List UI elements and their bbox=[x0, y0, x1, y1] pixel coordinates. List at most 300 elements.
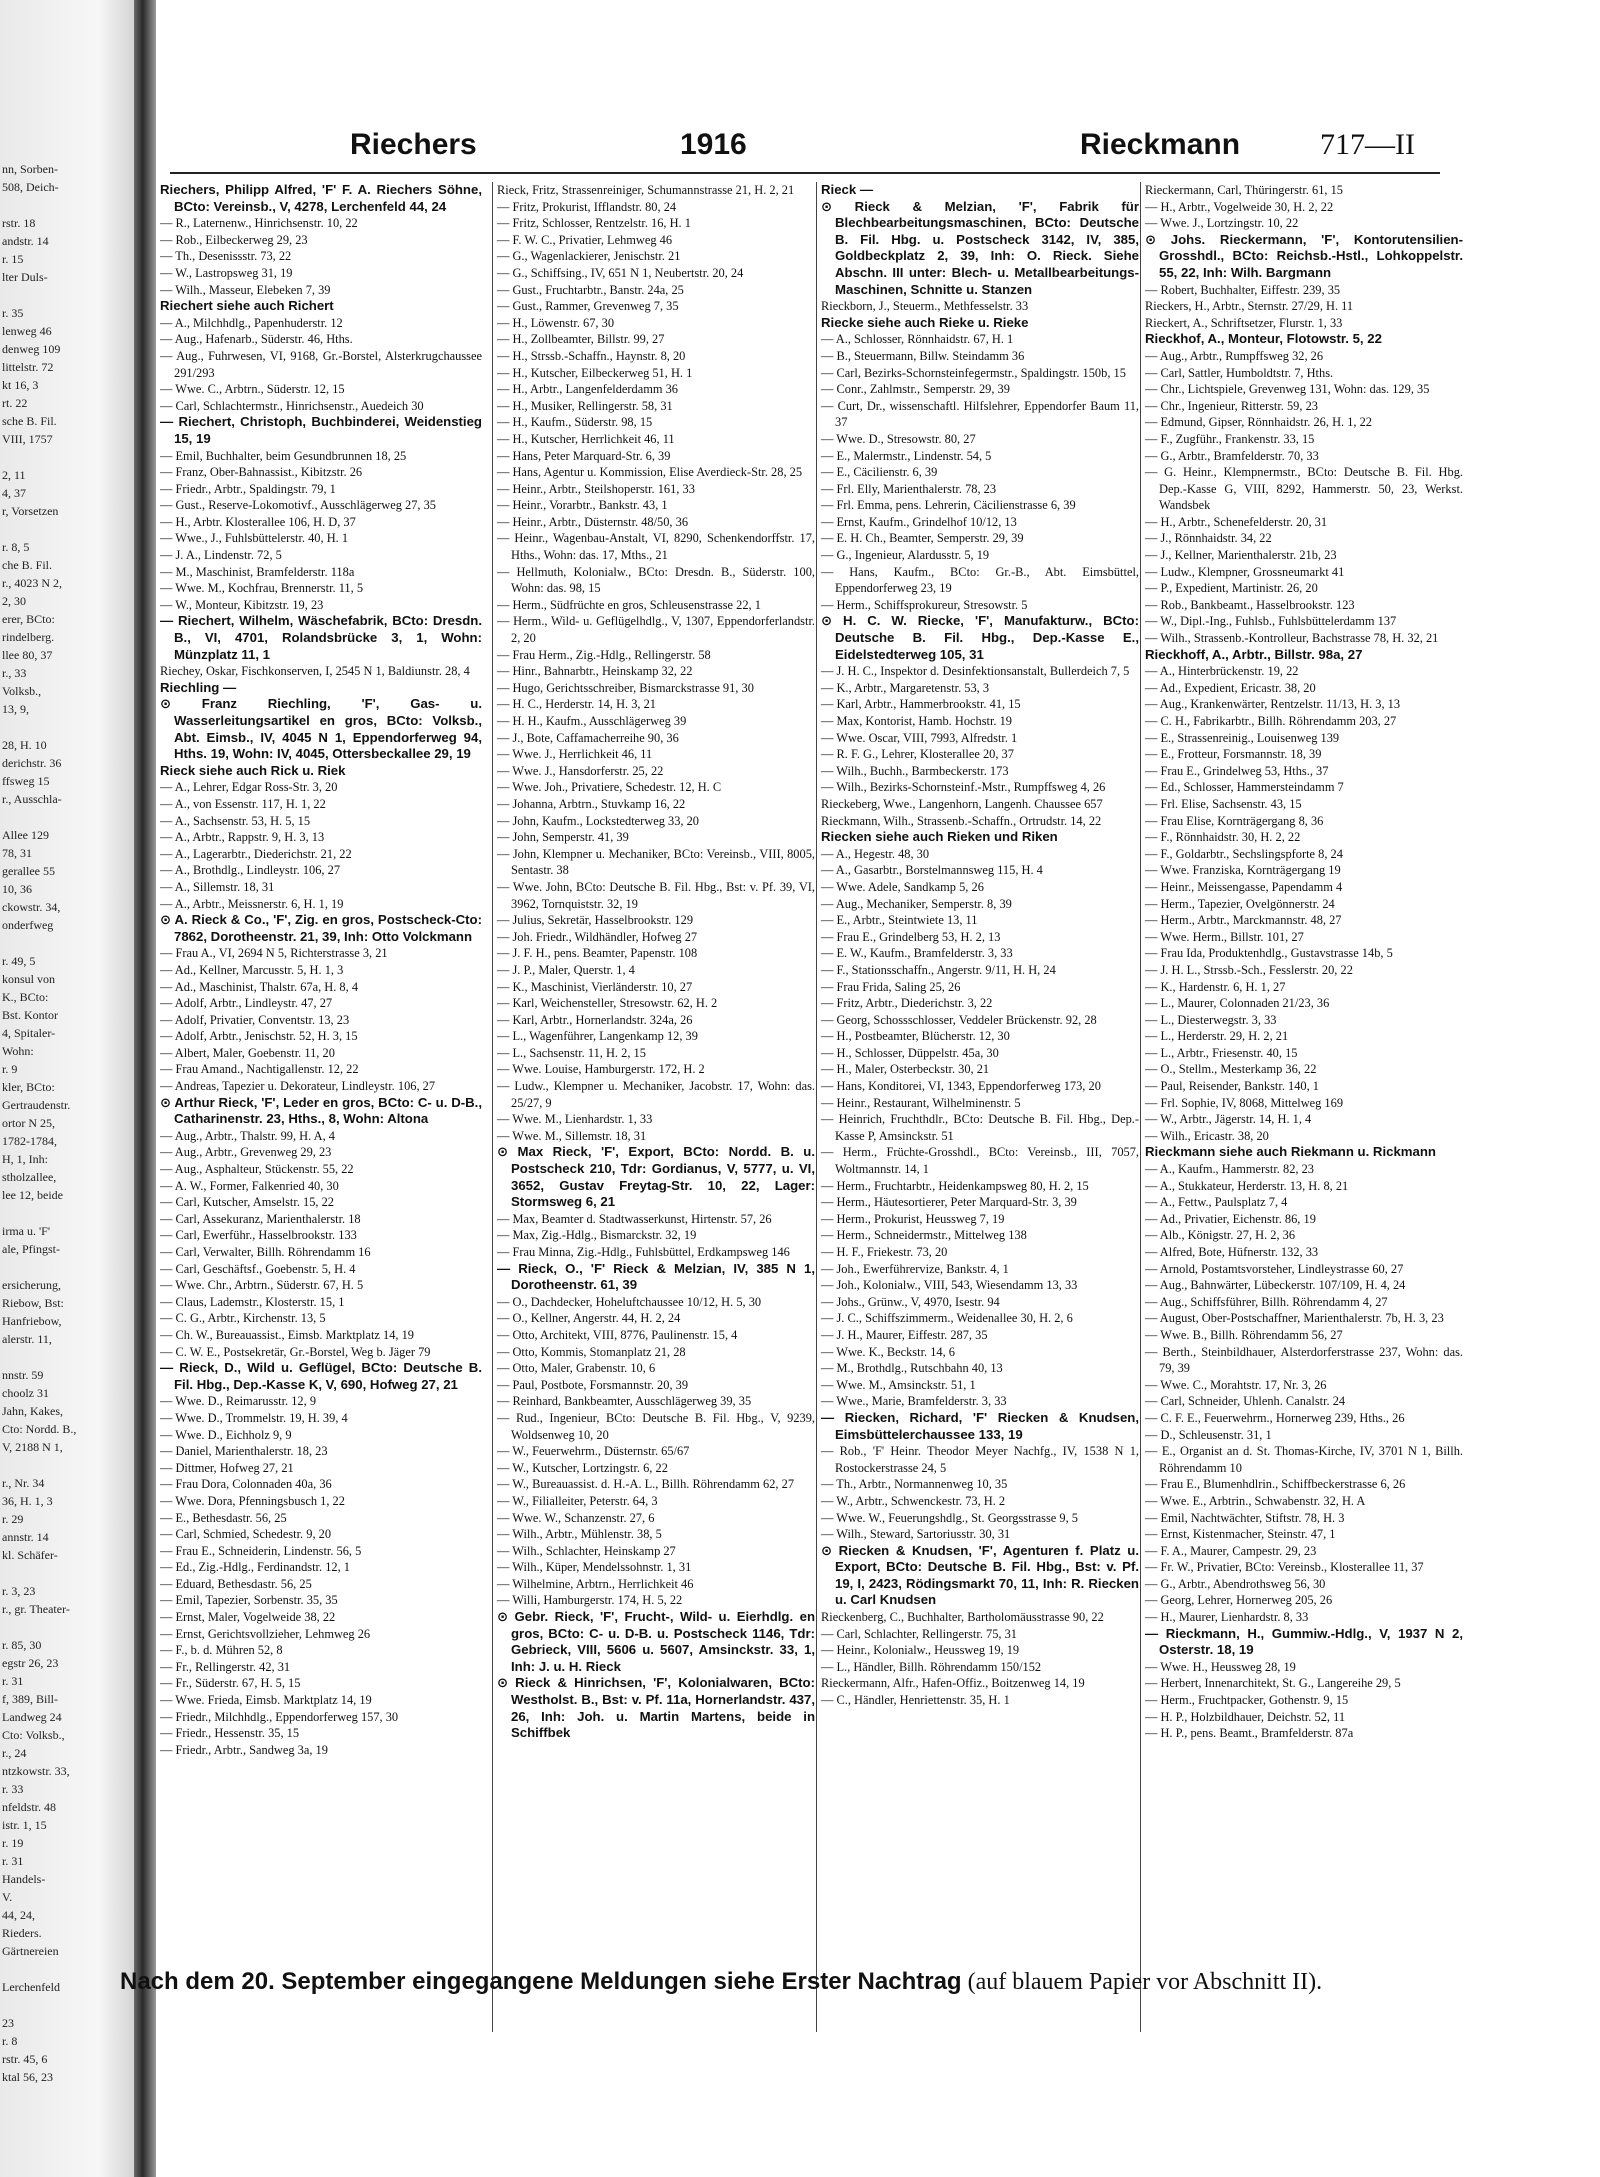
gutter-line bbox=[0, 1348, 138, 1366]
gutter-line: kl. Schäfer- bbox=[2, 1548, 58, 1562]
directory-entry: — Franz, Ober-Bahnassist., Kibitzstr. 26 bbox=[160, 465, 363, 480]
directory-entry: — Aug., Fuhrwesen, VI, 9168, Gr.-Borstel, Alsterkrugchaussee 291/293 bbox=[160, 348, 482, 380]
directory-entry: ⊙ Arthur Rieck, 'F', Leder en gros, BCto: C- u. D-B., Catharinenstr. 23, Hths., 8, Wohn: Altona bbox=[160, 1094, 482, 1127]
directory-entry: — L., Arbtr., Friesenstr. 40, 15 bbox=[1145, 1045, 1298, 1060]
directory-entry: — Frau E., Blumenhdlrin., Schiffbeckerstrasse 6, 26 bbox=[1145, 1477, 1406, 1492]
directory-entry: — Aug., Arbtr., Thalstr. 99, H. A, 4 bbox=[160, 1128, 335, 1143]
directory-entry: — Wwe. D., Reimarusstr. 12, 9 bbox=[160, 1394, 317, 1409]
directory-entry: — J., Rönnhaidstr. 34, 22 bbox=[1145, 531, 1272, 546]
directory-entry: — Wilhelmine, Arbtrn., Herrlichkeit 46 bbox=[497, 1576, 694, 1591]
directory-entry: — A., Fettw., Paulsplatz 7, 4 bbox=[1145, 1195, 1288, 1210]
directory-entry: — Wwe. M., Kochfrau, Brennerstr. 11, 5 bbox=[160, 581, 364, 596]
directory-entry: — Karl, Arbtr., Hornerlandstr. 324a, 26 bbox=[497, 1012, 693, 1027]
directory-entry: — A., Sillemstr. 18, 31 bbox=[160, 879, 275, 894]
directory-entry: — H., Strssb.-Schaffn., Haynstr. 8, 20 bbox=[497, 348, 686, 363]
directory-entry: — L., Händler, Billh. Röhrendamm 150/152 bbox=[821, 1659, 1042, 1674]
directory-entry: — Edmund, Gipser, Rönnhaidstr. 26, H. 1, 22 bbox=[1145, 415, 1372, 430]
footer-notice bbox=[120, 1968, 1323, 1996]
directory-entry: — Fr. W., Privatier, BCto: Vereinsb., Klosterallee 11, 37 bbox=[1145, 1560, 1424, 1575]
directory-entry: — K., Maschinist, Vierländerstr. 10, 27 bbox=[497, 979, 693, 994]
directory-entry: — H., Arbtr., Schenefelderstr. 20, 31 bbox=[1145, 514, 1328, 529]
directory-entry: — Wwe. J., Hansdorferstr. 25, 22 bbox=[497, 763, 664, 778]
directory-entry: — G. Heinr., Klempnermstr., BCto: Deutsche B. Fil. Hbg. Dep.-Kasse G, VIII, 8292, Hammerstr. 50, 23, Werkst. Wandsbek bbox=[1145, 465, 1463, 513]
directory-entry: — Wwe. M., Amsinckstr. 51, 1 bbox=[821, 1377, 976, 1392]
directory-entry: Riechers, Philipp Alfred, 'F' F. A. Riechers Söhne, BCto: Vereinsb., V, 4278, Lerchenfeld 44, 24 bbox=[160, 182, 482, 214]
gutter-line: Rieders. bbox=[2, 1926, 42, 1940]
directory-entry: — Wilh., Ericastr. 38, 20 bbox=[1145, 1128, 1269, 1143]
gutter-line: kt 16, 3 bbox=[2, 378, 39, 392]
gutter-line: ckowstr. 34, bbox=[2, 900, 61, 914]
directory-entry: — Herbert, Innenarchitekt, St. G., Langereihe 29, 5 bbox=[1145, 1676, 1401, 1691]
directory-entry: — Frau A., VI, 2694 N 5, Richterstrasse 3, 21 bbox=[160, 946, 388, 961]
directory-entry: — F. W. C., Privatier, Lehmweg 46 bbox=[497, 232, 673, 247]
directory-entry: — A., Brothdlg., Lindleystr. 106, 27 bbox=[160, 863, 341, 878]
gutter-line: Handels- bbox=[2, 1872, 46, 1886]
directory-entry: — H., Maurer, Lienhardstr. 8, 33 bbox=[1145, 1610, 1309, 1625]
gutter-line: r. 9 bbox=[2, 1062, 18, 1076]
header-year: 1916 bbox=[680, 128, 747, 161]
directory-entry: — G., Arbtr., Bramfelderstr. 70, 33 bbox=[1145, 448, 1319, 463]
directory-entry: — Adolf, Privatier, Conventstr. 13, 23 bbox=[160, 1012, 350, 1027]
directory-entry: — Wwe. Chr., Arbtrn., Süderstr. 67, H. 5 bbox=[160, 1278, 364, 1293]
directory-entry: — August, Ober-Postschaffner, Marienthalerstr. 7b, H. 3, 23 bbox=[1145, 1311, 1444, 1326]
directory-entry: — Rob., 'F' Heinr. Theodor Meyer Nachfg., IV, 1538 N 1, Rostockerstrasse 24, 5 bbox=[821, 1444, 1139, 1475]
gutter-line: Riebow, Bst: bbox=[2, 1296, 64, 1310]
directory-entry: — Wwe. Joh., Privatiere, Schedestr. 12, H. C bbox=[497, 780, 722, 795]
directory-entry: — H., Kutscher, Herrlichkeit 46, 11 bbox=[497, 431, 675, 446]
directory-entry: — Karl, Weichensteller, Stresowstr. 62, H. 2 bbox=[497, 996, 718, 1011]
directory-entry: — Wwe. J., Herrlichkeit 46, 11 bbox=[497, 747, 653, 762]
gutter-line: ersicherung, bbox=[2, 1278, 61, 1292]
directory-entry: — Rieckmann, H., Gummiw.-Hdlg., V, 1937 N 2, Osterstr. 18, 19 bbox=[1145, 1625, 1463, 1658]
gutter-line: Cto: Volksb., bbox=[2, 1728, 65, 1742]
directory-entry: — L., Wagenführer, Langenkamp 12, 39 bbox=[497, 1029, 698, 1044]
directory-entry: — Adolf, Arbtr., Jenischstr. 52, H. 3, 15 bbox=[160, 1029, 358, 1044]
gutter-line: r. 85, 30 bbox=[2, 1638, 42, 1652]
gutter-line: Hanfriebow, bbox=[2, 1314, 62, 1328]
directory-entry: — Frau E., Schneiderin, Lindenstr. 56, 5 bbox=[160, 1543, 362, 1558]
gutter-line: r. 19 bbox=[2, 1836, 24, 1850]
directory-entry: — Ch. W., Bureauassist., Eimsb. Marktplatz 14, 19 bbox=[160, 1327, 414, 1342]
gutter-line: derichstr. 36 bbox=[2, 756, 62, 770]
gutter-line: r. 3, 23 bbox=[2, 1584, 36, 1598]
directory-entry: — Emil, Tapezier, Sorbenstr. 35, 35 bbox=[160, 1593, 338, 1608]
directory-entry: — Dittmer, Hofweg 27, 21 bbox=[160, 1460, 294, 1475]
gutter-line: denweg 109 bbox=[2, 342, 61, 356]
gutter-line: nn, Sorben- bbox=[2, 162, 58, 176]
directory-entry: — L., Herderstr. 29, H. 2, 21 bbox=[1145, 1029, 1289, 1044]
directory-entry: — Herm., Wild- u. Geflügelhdlg., V, 1307, Eppendorferlandstr. 2, 20 bbox=[497, 614, 815, 646]
directory-entry: — F., Stationsschaffn., Angerstr. 9/11, H. H, 24 bbox=[821, 962, 1056, 977]
directory-entry: — Frl. Emma, pens. Lehrerin, Cäcilienstrasse 6, 39 bbox=[821, 498, 1076, 513]
directory-entry: — R. F. G., Lehrer, Klosterallee 20, 37 bbox=[821, 747, 1014, 762]
gutter-line bbox=[0, 1960, 138, 1978]
directory-entry: — F., b. d. Mühren 52, 8 bbox=[160, 1643, 283, 1658]
directory-entry: — Hellmuth, Kolonialw., BCto: Dresdn. B., Süderstr. 100, Wohn: das. 98, 15 bbox=[497, 564, 815, 596]
gutter-line: 4, 37 bbox=[2, 486, 26, 500]
directory-entry: — C., Händler, Henriettenstr. 35, H. 1 bbox=[821, 1693, 1010, 1708]
directory-entry: — A., Sachsenstr. 53, H. 5, 15 bbox=[160, 813, 311, 828]
directory-entry: — Wwe. Adele, Sandkamp 5, 26 bbox=[821, 879, 984, 894]
gutter-line: 508, Deich- bbox=[2, 180, 59, 194]
gutter-line: llee 80, 37 bbox=[2, 648, 53, 662]
directory-entry: Rieckenberg, C., Buchhalter, Bartholomäusstrasse 90, 22 bbox=[821, 1610, 1104, 1625]
directory-entry: — Aug., Arbtr., Grevenweg 29, 23 bbox=[160, 1145, 332, 1160]
directory-entry: — Aug., Bahnwärter, Lübeckerstr. 107/109, H. 4, 24 bbox=[1145, 1278, 1406, 1293]
directory-entry: — Adolf, Arbtr., Lindleystr. 47, 27 bbox=[160, 996, 333, 1011]
directory-entry: — Wwe. John, BCto: Deutsche B. Fil. Hbg., Bst: v. Pf. 39, VI, 3962, Tornquiststr. 32, 19 bbox=[497, 879, 815, 911]
gutter-line: 2, 30 bbox=[2, 594, 26, 608]
gutter-line bbox=[0, 718, 138, 736]
directory-entry: — H. P., pens. Beamt., Bramfelderstr. 87a bbox=[1145, 1726, 1354, 1741]
gutter-line: ffsweg 15 bbox=[2, 774, 50, 788]
directory-entry: — L., Sachsenstr. 11, H. 2, 15 bbox=[497, 1045, 646, 1060]
gutter-line: choolz 31 bbox=[2, 1386, 49, 1400]
gutter-line: VIII, 1757 bbox=[2, 432, 53, 446]
directory-entry: — Heinr., Wagenbau-Anstalt, VI, 8290, Schenkendorffstr. 17, Hths., Wohn: das. 17, Mths., 21 bbox=[497, 531, 815, 563]
gutter-line: ktal 56, 23 bbox=[2, 2070, 53, 2084]
directory-entry: ⊙ Johs. Rieckermann, 'F', Kontorutensilien-Grosshdl., BCto: Reichsb.-Hstl., Lohkoppelstr. 55, 22, Inh: Wilh. Bargmann bbox=[1145, 231, 1463, 280]
gutter-line: istr. 1, 15 bbox=[2, 1818, 47, 1832]
gutter-line bbox=[0, 1564, 138, 1582]
directory-entry: — Wwe. M., Lienhardstr. 1, 33 bbox=[497, 1112, 653, 1127]
directory-entry: — Eduard, Bethesdastr. 56, 25 bbox=[160, 1576, 312, 1591]
directory-entry: Rieckhoff, A., Arbtr., Billstr. 98a, 27 bbox=[1145, 646, 1363, 662]
directory-entry: — Otto, Maler, Grabenstr. 10, 6 bbox=[497, 1361, 656, 1376]
directory-entry: — Carl, Verwalter, Billh. Röhrendamm 16 bbox=[160, 1245, 371, 1259]
directory-entry: — H., Löwenstr. 67, 30 bbox=[497, 315, 615, 330]
directory-entry: — Wwe. Franziska, Kornträgergang 19 bbox=[1145, 863, 1341, 878]
directory-entry: — E., Cäcilienstr. 6, 39 bbox=[821, 465, 938, 480]
directory-entry: — J. C., Schiffszimmerm., Weidenallee 30, H. 2, 6 bbox=[821, 1311, 1073, 1326]
directory-entry: — Th., Desenissstr. 73, 22 bbox=[160, 249, 292, 264]
directory-entry: — Friedr., Arbtr., Sandweg 3a, 19 bbox=[160, 1742, 328, 1757]
gutter-line: 28, H. 10 bbox=[2, 738, 47, 752]
directory-entry: — Frau Elise, Kornträgergang 8, 36 bbox=[1145, 813, 1324, 828]
gutter-line: 4, Spitaler- bbox=[2, 1026, 56, 1040]
directory-entry: ⊙ Gebr. Rieck, 'F', Frucht-, Wild- u. Eierhdlg. en gros, BCto: C- u. D-B. u. Postscheck 1146, Tdr: Gebrieck, VIII, 5606 u. 5607, Amsinckstr. 33, 1, Inh: J. u. H. Rieck bbox=[497, 1609, 815, 1674]
directory-entry: — Ad., Expedient, Ericastr. 38, 20 bbox=[1145, 680, 1316, 695]
directory-entry: — C. G., Arbtr., Kirchenstr. 13, 5 bbox=[160, 1311, 326, 1326]
directory-entry: ⊙ Rieck & Hinrichsen, 'F', Kolonialwaren, BCto: Westholst. B., Bst: v. Pf. 11a, Hornerlandstr. 437, 26, Inh: Joh. u. Martin Martens, beide in Schiffbek bbox=[497, 1675, 815, 1741]
previous-page-edge bbox=[0, 0, 140, 2177]
directory-entry: — Wwe. W., Feuerungshdlg., St. Georgsstrasse 9, 5 bbox=[821, 1510, 1078, 1525]
directory-page bbox=[160, 90, 1463, 2090]
directory-entry: — Frau Amand., Nachtigallenstr. 12, 22 bbox=[160, 1062, 359, 1077]
directory-entry: — P., Expedient, Martinistr. 26, 20 bbox=[1145, 581, 1318, 596]
directory-entry: — Wilh., Masseur, Elebeken 7, 39 bbox=[160, 282, 331, 297]
directory-entry: — Emil, Buchhalter, beim Gesundbrunnen 18, 25 bbox=[160, 448, 407, 463]
directory-entry: — W., Dipl.-Ing., Fuhlsb., Fuhlsbüttelerdamm 137 bbox=[1145, 614, 1397, 629]
directory-entry: — W., Kutscher, Lortzingstr. 6, 22 bbox=[497, 1460, 668, 1475]
gutter-line: irma u. 'F' bbox=[2, 1224, 50, 1238]
directory-entry: — Frau E., Grindelweg 53, Hths., 37 bbox=[1145, 763, 1329, 778]
gutter-line: 10, 36 bbox=[2, 882, 32, 896]
header-page-number: 717—II bbox=[1320, 128, 1415, 161]
directory-entry: — Riecken, Richard, 'F' Riecken & Knudsen, Eimsbüttelerchaussee 133, 19 bbox=[821, 1409, 1139, 1442]
gutter-line: rstr. 18 bbox=[2, 216, 36, 230]
gutter-line: Gärtnereien bbox=[2, 1944, 59, 1958]
directory-entry: — Rob., Eilbeckerweg 29, 23 bbox=[160, 232, 308, 247]
directory-entry: — M., Maschinist, Bramfelderstr. 118a bbox=[160, 564, 355, 579]
directory-entry: Rieckhof, A., Monteur, Flotowstr. 5, 22 bbox=[1145, 331, 1382, 347]
directory-entry: Riechert siehe auch Richert bbox=[160, 298, 334, 314]
directory-entry: — H. C., Herderstr. 14, H. 3, 21 bbox=[497, 697, 656, 712]
directory-entry: — K., Arbtr., Margaretenstr. 53, 3 bbox=[821, 680, 990, 695]
directory-entry: Rieckert, A., Schriftsetzer, Flurstr. 1, 33 bbox=[1145, 315, 1343, 330]
directory-entry: — Carl, Assekuranz, Marienthalerstr. 18 bbox=[160, 1211, 361, 1226]
directory-entry: — Hinr., Bahnarbtr., Heinskamp 32, 22 bbox=[497, 664, 693, 679]
directory-entry: ⊙ Rieck & Melzian, 'F', Fabrik für Blechbearbeitungsmaschinen, BCto: Deutsche B. Fil. Hbg. u. Postscheck 3142, IV, 385, Goldbeckplatz 2, 39, Inh: O. Rieck. Siehe Abschn. III unter: Blech- u. Metallbearbeitungs-Maschinen, Schnitte u. Stanzen bbox=[821, 198, 1139, 297]
directory-entry: — A., Milchhdlg., Papenhuderstr. 12 bbox=[160, 315, 343, 330]
directory-entry: — J., Kellner, Marienthalerstr. 21b, 23 bbox=[1145, 548, 1337, 563]
directory-entry: — Carl, Schneider, Uhlenh. Canalstr. 24 bbox=[1145, 1394, 1346, 1409]
gutter-line bbox=[0, 1258, 138, 1276]
directory-entry: — E., Malermstr., Lindenstr. 54, 5 bbox=[821, 448, 992, 463]
directory-entry: — Wwe. J., Lortzingstr. 10, 22 bbox=[1145, 216, 1299, 231]
directory-entry: — B., Steuermann, Billw. Steindamm 36 bbox=[821, 348, 1025, 363]
directory-entry: — Carl, Geschäftsf., Goebenstr. 5, H. 4 bbox=[160, 1261, 356, 1276]
directory-entry: — Riechert, Wilhelm, Wäschefabrik, BCto: Dresdn. B., VI, 4701, Rolandsbrücke 3, 1, Wohn: Münzplatz 11, 1 bbox=[160, 613, 482, 662]
directory-entry: — Willi, Hamburgerstr. 174, H. 5, 22 bbox=[497, 1593, 683, 1608]
header-last-name: Rieckmann bbox=[1080, 128, 1241, 161]
directory-entry: — Frl. Elise, Sachsenstr. 43, 15 bbox=[1145, 796, 1302, 811]
directory-entry: — Johanna, Arbtrn., Stuvkamp 16, 22 bbox=[497, 796, 686, 811]
directory-entry: — Herm., Tapezier, Ovelgönnerstr. 24 bbox=[1145, 896, 1335, 911]
directory-entry: — Wwe. M., Sillemstr. 18, 31 bbox=[497, 1128, 647, 1143]
directory-entry: — Paul, Postbote, Forsmannstr. 20, 39 bbox=[497, 1377, 689, 1392]
directory-entry: — Aug., Arbtr., Rumpffsweg 32, 26 bbox=[1145, 348, 1324, 363]
directory-entry: — W., Monteur, Kibitzstr. 19, 23 bbox=[160, 597, 324, 612]
directory-entry: — Fritz, Arbtr., Diederichstr. 3, 22 bbox=[821, 996, 993, 1011]
directory-entry: — Carl, Ewerführ., Hasselbrookstr. 133 bbox=[160, 1228, 357, 1243]
gutter-line: ortor N 25, bbox=[2, 1116, 55, 1130]
gutter-line: r., 33 bbox=[2, 666, 27, 680]
directory-entry: — O., Kellner, Angerstr. 44, H. 2, 24 bbox=[497, 1311, 681, 1326]
directory-entry: — Fritz, Prokurist, Ifflandstr. 80, 24 bbox=[497, 199, 677, 214]
gutter-line: ale, Pfingst- bbox=[2, 1242, 60, 1256]
directory-entry: — O., Stellm., Mesterkamp 36, 22 bbox=[1145, 1062, 1317, 1077]
directory-entry: — A., von Essenstr. 117, H. 1, 22 bbox=[160, 796, 326, 811]
directory-entry: Rieck siehe auch Rick u. Riek bbox=[160, 762, 346, 778]
directory-entry: — A., Hinterbrückenstr. 19, 22 bbox=[1145, 664, 1299, 679]
gutter-line: erer, BCto: bbox=[2, 612, 55, 626]
directory-entry: — W., Filialleiter, Peterstr. 64, 3 bbox=[497, 1493, 658, 1508]
gutter-line: che B. Fil. bbox=[2, 558, 52, 572]
directory-entry: — Hugo, Gerichtsschreiber, Bismarckstrasse 91, 30 bbox=[497, 680, 754, 695]
directory-entry: — Frau E., Grindelberg 53, H. 2, 13 bbox=[821, 929, 1001, 944]
gutter-line: egstr 26, 23 bbox=[2, 1656, 59, 1670]
directory-entry: — Heinr., Vorarbtr., Bankstr. 43, 1 bbox=[497, 498, 668, 513]
gutter-line: r. 31 bbox=[2, 1674, 24, 1688]
directory-entry: — A., Arbtr., Rappstr. 9, H. 3, 13 bbox=[160, 830, 325, 845]
gutter-line: 78, 31 bbox=[2, 846, 32, 860]
gutter-line bbox=[0, 808, 138, 826]
directory-entry: — L., Diesterwegstr. 3, 33 bbox=[1145, 1012, 1277, 1027]
gutter-line: r., Ausschla- bbox=[2, 792, 62, 806]
directory-entry: — Wwe., Marie, Bramfelderstr. 3, 33 bbox=[821, 1394, 1007, 1409]
directory-entry: — Joh., Ewerführervize, Bankstr. 4, 1 bbox=[821, 1261, 1009, 1276]
directory-entry: — F. A., Maurer, Campestr. 29, 23 bbox=[1145, 1543, 1317, 1558]
gutter-line: lenweg 46 bbox=[2, 324, 52, 338]
directory-entry: — W., Lastropsweg 31, 19 bbox=[160, 265, 293, 280]
directory-entry: — Herm., Früchte-Grosshdl., BCto: Vereinsb., III, 7057, Woltmannstr. 14, 1 bbox=[821, 1145, 1139, 1177]
directory-entry: — E., Organist an d. St. Thomas-Kirche, IV, 3701 N 1, Billh. Röhrendamm 10 bbox=[1145, 1444, 1463, 1475]
directory-entry: — Wwe. W., Schanzenstr. 27, 6 bbox=[497, 1510, 655, 1525]
gutter-line: r., 24 bbox=[2, 1746, 27, 1760]
gutter-line bbox=[0, 520, 138, 538]
gutter-line: K., BCto: bbox=[2, 990, 49, 1004]
gutter-line: Lerchenfeld bbox=[2, 1980, 60, 1994]
directory-entry: — Friedr., Arbtr., Spaldingstr. 79, 1 bbox=[160, 481, 336, 496]
directory-entry: — Albert, Maler, Goebenstr. 11, 20 bbox=[160, 1045, 335, 1060]
directory-entry: — Rob., Bankbeamt., Hasselbrookstr. 123 bbox=[1145, 597, 1355, 612]
directory-entry: — Wwe. D., Eichholz 9, 9 bbox=[160, 1427, 292, 1442]
directory-entry: Rieckmann siehe auch Riekmann u. Rickmann bbox=[1145, 1144, 1436, 1160]
directory-entry: — Wwe. D., Stresowstr. 80, 27 bbox=[821, 431, 976, 446]
directory-entry: — Wilh., Steward, Sartoriusstr. 30, 31 bbox=[821, 1527, 1011, 1542]
gutter-line: 44, 24, bbox=[2, 1908, 35, 1922]
directory-entry: — Paul, Reisender, Bankstr. 140, 1 bbox=[1145, 1079, 1319, 1094]
directory-entry: — H., Kutscher, Eilbeckerweg 51, H. 1 bbox=[497, 365, 693, 380]
directory-entry: — Herm., Südfrüchte en gros, Schleusenstrasse 22, 1 bbox=[497, 597, 761, 612]
directory-entry: — Max, Zig.-Hdlg., Bismarckstr. 32, 19 bbox=[497, 1228, 697, 1243]
directory-entry: — C. H., Fabrikarbtr., Billh. Röhrendamm 203, 27 bbox=[1145, 714, 1397, 728]
directory-entry: — Frau Herm., Zig.-Hdlg., Rellingerstr. 58 bbox=[497, 647, 711, 662]
directory-entry: — Rieck, O., 'F' Rieck & Melzian, IV, 385 N 1, Dorotheenstr. 61, 39 bbox=[497, 1260, 815, 1293]
directory-entry: — H., Zollbeamter, Billstr. 99, 27 bbox=[497, 332, 665, 347]
directory-entry: — Wwe., J., Fuhlsbüttelerstr. 40, H. 1 bbox=[160, 531, 349, 546]
directory-entry: — Wwe. Dora, Pfenningsbusch 1, 22 bbox=[160, 1493, 345, 1508]
gutter-line: r. 15 bbox=[2, 252, 24, 266]
gutter-line: r., Nr. 34 bbox=[2, 1476, 45, 1490]
directory-entry: — Karl, Arbtr., Hammerbrookstr. 41, 15 bbox=[821, 697, 1021, 712]
directory-entry: — F., Rönnhaidstr. 30, H. 2, 22 bbox=[1145, 830, 1301, 845]
directory-entry: — Rieck, D., Wild u. Geflügel, BCto: Deutsche B. Fil. Hbg., Dep.-Kasse K, V, 690, Hofweg 27, 21 bbox=[160, 1360, 482, 1392]
directory-entry: — John, Semperstr. 41, 39 bbox=[497, 830, 629, 845]
gutter-line: r. 8, 5 bbox=[2, 540, 30, 554]
gutter-line bbox=[0, 448, 138, 466]
directory-entry: — H., Maler, Osterbeckstr. 30, 21 bbox=[821, 1062, 990, 1077]
directory-entry: — Ernst, Gerichtsvollzieher, Lehmweg 26 bbox=[160, 1626, 371, 1641]
directory-entry: — Ernst, Kaufm., Grindelhof 10/12, 13 bbox=[821, 514, 1017, 529]
directory-entry: — Heinr., Kolonialw., Heussweg 19, 19 bbox=[821, 1643, 1020, 1658]
gutter-line: r. 33 bbox=[2, 1782, 24, 1796]
gutter-line: 23 bbox=[2, 2016, 14, 2030]
directory-entry: — E. W., Kaufm., Bramfelderstr. 3, 33 bbox=[821, 946, 1013, 961]
gutter-line: gerallee 55 bbox=[2, 864, 55, 878]
directory-entry: — Herm., Fruchtpacker, Gothenstr. 9, 15 bbox=[1145, 1693, 1349, 1708]
directory-entry: — Ad., Kellner, Marcusstr. 5, H. 1, 3 bbox=[160, 962, 344, 977]
directory-entry: — Johs., Grünw., V, 4970, Isestr. 94 bbox=[821, 1294, 1000, 1309]
gutter-line: kler, BCto: bbox=[2, 1080, 55, 1094]
directory-entry: — W., Arbtr., Jägerstr. 14, H. 1, 4 bbox=[1145, 1112, 1312, 1127]
directory-entry: — Friedr., Hessenstr. 35, 15 bbox=[160, 1726, 300, 1741]
gutter-line: Gertraudenstr. bbox=[2, 1098, 71, 1112]
directory-entry: — Riechert, Christoph, Buchbinderei, Weidenstieg 15, 19 bbox=[160, 414, 482, 446]
directory-entry: — Alb., Königstr. 27, H. 2, 36 bbox=[1145, 1228, 1296, 1243]
gutter-line: littelstr. 72 bbox=[2, 360, 54, 374]
directory-entry: — Ed., Zig.-Hdlg., Ferdinandstr. 12, 1 bbox=[160, 1560, 350, 1575]
column-4 bbox=[1140, 182, 1463, 2032]
directory-entry: — G., Ingenieur, Alardusstr. 5, 19 bbox=[821, 548, 990, 563]
directory-entry: — Fr., Süderstr. 67, H. 5, 15 bbox=[160, 1676, 301, 1691]
directory-entry: — Conr., Zahlmstr., Semperstr. 29, 39 bbox=[821, 382, 1010, 397]
gutter-line bbox=[0, 1996, 138, 2014]
directory-entry: — A., Lagerarbtr., Diederichstr. 21, 22 bbox=[160, 846, 352, 861]
directory-entry: — Wwe. Louise, Hamburgerstr. 172, H. 2 bbox=[497, 1062, 705, 1077]
gutter-line: onderfweg bbox=[2, 918, 54, 932]
directory-entry: — K., Hardenstr. 6, H. 1, 27 bbox=[1145, 979, 1286, 994]
gutter-line: r., 4023 N 2, bbox=[2, 576, 62, 590]
directory-entry: — Wilh., Küper, Mendelssohnstr. 1, 31 bbox=[497, 1560, 692, 1575]
directory-entry: — Alfred, Bote, Hüfnerstr. 132, 33 bbox=[1145, 1245, 1319, 1259]
directory-entry: — Herm., Fruchtarbtr., Heidenkampsweg 80, H. 2, 15 bbox=[821, 1178, 1089, 1193]
gutter-line: rindelberg. bbox=[2, 630, 55, 644]
directory-entry: — Wwe. K., Beckstr. 14, 6 bbox=[821, 1344, 955, 1359]
gutter-line bbox=[0, 1618, 138, 1636]
directory-entry: Riecke siehe auch Rieke u. Rieke bbox=[821, 314, 1029, 330]
directory-entry: — Herm., Schiffsprokureur, Stresowstr. 5 bbox=[821, 597, 1028, 612]
directory-entry: — Georg, Lehrer, Hornerweg 205, 26 bbox=[1145, 1593, 1333, 1608]
directory-entry: — Herm., Schneidermstr., Mittelweg 138 bbox=[821, 1228, 1027, 1243]
directory-entry: — Aug., Mechaniker, Semperstr. 8, 39 bbox=[821, 896, 1012, 911]
directory-entry: — Hans, Peter Marquard-Str. 6, 39 bbox=[497, 448, 671, 463]
directory-entry: — Fr., Rellingerstr. 42, 31 bbox=[160, 1659, 291, 1674]
directory-entry: — Heinr., Arbtr., Düsternstr. 48/50, 36 bbox=[497, 514, 689, 529]
column-3 bbox=[816, 182, 1139, 2032]
gutter-line: r. 31 bbox=[2, 1854, 24, 1868]
gutter-line: lee 12, beide bbox=[2, 1188, 63, 1202]
directory-entry: — Wilh., Bezirks-Schornsteinf.-Mstr., Rumpffsweg 4, 26 bbox=[821, 780, 1106, 795]
directory-entry: — Claus, Lademstr., Klosterstr. 15, 1 bbox=[160, 1294, 345, 1309]
gutter-line bbox=[0, 934, 138, 952]
directory-entry: — Wwe. H., Heussweg 28, 19 bbox=[1145, 1659, 1296, 1674]
directory-entry: — Wilh., Schlachter, Heinskamp 27 bbox=[497, 1543, 676, 1558]
gutter-line: Allee 129 bbox=[2, 828, 49, 842]
directory-entry: — E. H. Ch., Beamter, Semperstr. 29, 39 bbox=[821, 531, 1024, 546]
directory-entry: — Herm., Prokurist, Heussweg 7, 19 bbox=[821, 1211, 1005, 1226]
gutter-line: r., gr. Theater- bbox=[2, 1602, 70, 1616]
directory-entry: — Friedr., Milchhdlg., Eppendorferweg 157, 30 bbox=[160, 1709, 399, 1724]
gutter-line: Landweg 24 bbox=[2, 1710, 62, 1724]
directory-entry: — E., Strassenreinig., Louisenweg 139 bbox=[1145, 730, 1340, 745]
directory-entry: — H. P., Holzbildhauer, Deichstr. 52, 11 bbox=[1145, 1709, 1346, 1724]
gutter-line: V, 2188 N 1, bbox=[2, 1440, 63, 1454]
gutter-line: lter Duls- bbox=[2, 270, 48, 284]
directory-entry: — Wwe. C., Arbtrn., Süderstr. 12, 15 bbox=[160, 382, 345, 397]
directory-entry: Rieckmann, Wilh., Strassenb.-Schaffn., Ortrudstr. 14, 22 bbox=[821, 813, 1102, 828]
directory-entry: — W., Bureauassist. d. H.-A. L., Billh. Röhrendamm 62, 27 bbox=[497, 1477, 795, 1492]
gutter-line: 1782-1784, bbox=[2, 1134, 57, 1148]
directory-entry: — Frl. Elly, Marienthalerstr. 78, 23 bbox=[821, 481, 997, 496]
directory-entry: — Wwe. D., Trommelstr. 19, H. 39, 4 bbox=[160, 1410, 348, 1425]
directory-entry: — Reinhard, Bankbeamter, Ausschlägerweg 39, 35 bbox=[497, 1394, 752, 1409]
gutter-line: r, Vorsetzen bbox=[2, 504, 59, 518]
directory-entry: — Wilh., Buchh., Barmbeckerstr. 173 bbox=[821, 763, 1009, 778]
directory-entry: — Andreas, Tapezier u. Dekorateur, Lindleystr. 106, 27 bbox=[160, 1079, 436, 1094]
directory-entry: — Hans, Agentur u. Kommission, Elise Averdieck-Str. 28, 25 bbox=[497, 465, 803, 480]
gutter-line bbox=[0, 1204, 138, 1222]
gutter-line: r. 35 bbox=[2, 306, 24, 320]
directory-entry: — Carl, Schmied, Schedestr. 9, 20 bbox=[160, 1527, 332, 1542]
gutter-line: konsul von bbox=[2, 972, 56, 986]
directory-entry: — H., Arbtr., Vogelweide 30, H. 2, 22 bbox=[1145, 199, 1334, 214]
directory-entry: — J. P., Maler, Querstr. 1, 4 bbox=[497, 962, 635, 977]
directory-entry: — Aug., Asphalteur, Stückenstr. 55, 22 bbox=[160, 1162, 354, 1177]
directory-entry: — Herm., Häutesortierer, Peter Marquard-Str. 3, 39 bbox=[821, 1195, 1077, 1210]
gutter-line: r. 8 bbox=[2, 2034, 18, 2048]
